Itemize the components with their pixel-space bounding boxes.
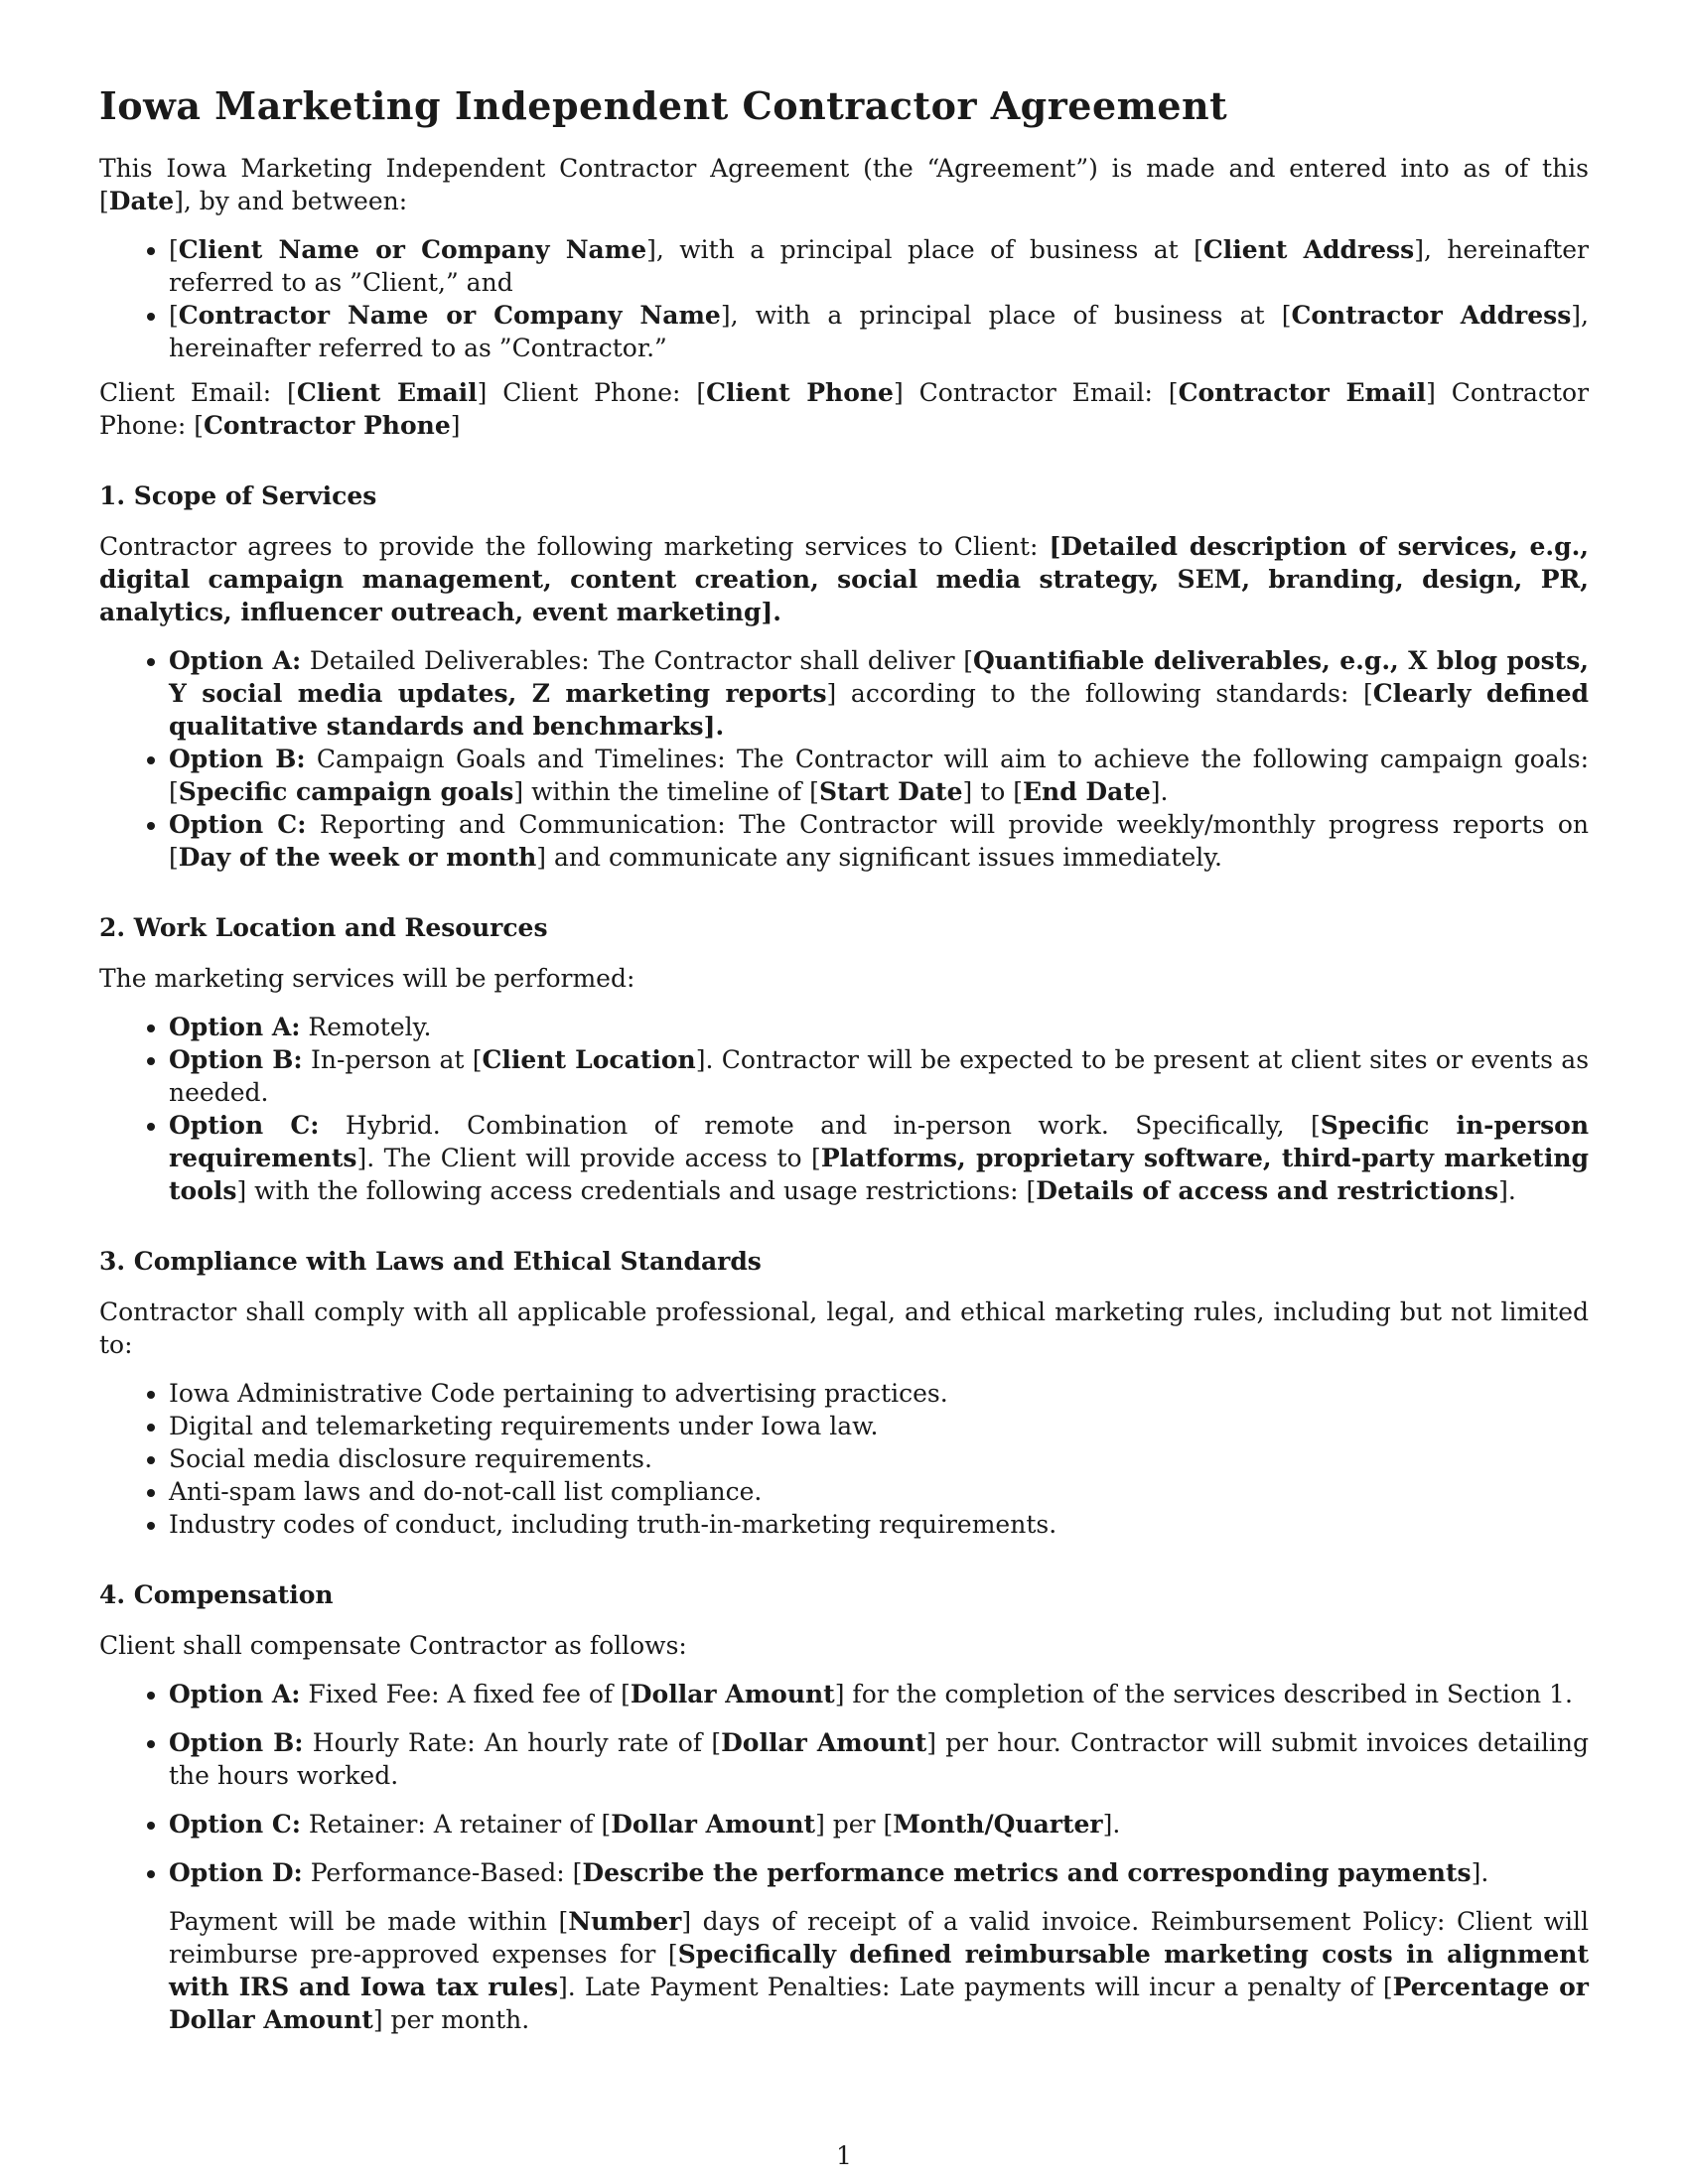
list-item: • Iowa Administrative Code pertaining to advertising practices. [169, 1377, 1589, 1410]
document-page [99, 79, 1589, 2052]
list-item: • Industry codes of conduct, including truth-in-marketing requirements. [169, 1508, 1589, 1541]
list-item: • Option C: Retainer: A retainer of [Dollar Amount] per [Month/Quarter]. [169, 1808, 1589, 1841]
list-item: • [Client Name or Company Name], with a principal place of business at [Client Address], hereinafter referred to as ”Client,” and [169, 233, 1589, 299]
page-number: 1 [836, 2141, 852, 2170]
section-heading-work-location: 2. Work Location and Resources [99, 913, 548, 942]
list-item: • [Contractor Name or Company Name], with a principal place of business at [Contractor Address], hereinafter referred to as ”Contractor.” [169, 299, 1589, 364]
contact-paragraph: Client Email: [Client Email] Client Phone: [Client Phone] Contractor Email: [Contractor Email] Contractor Phone: [Contractor Phone] [99, 378, 1590, 440]
compensation-paragraph: Client shall compensate Contractor as follows: [99, 1631, 687, 1660]
list-item: • Option A: Fixed Fee: A fixed fee of [Dollar Amount] for the completion of the services described in Section 1. [169, 1678, 1589, 1710]
section-heading-compliance: 3. Compliance with Laws and Ethical Standards [99, 1247, 762, 1276]
list-item: • Option C: Reporting and Communication: The Contractor will provide weekly/monthly progress reports on [Day of the week or month] and communicate any significant issues immediately. [169, 808, 1589, 874]
work-location-options-list [99, 1011, 1589, 1207]
compliance-paragraph: Contractor shall comply with all applicable professional, legal, and ethical marketing rules, including but not limited to: [99, 1297, 1589, 1359]
document-title: Iowa Marketing Independent Contractor Agreement [99, 83, 1228, 128]
scope-paragraph: Contractor agrees to provide the following marketing services to Client: [Detailed description of services, e.g., digital campaign management, content creation, social media strategy, SEM, branding, design, PR, analytics, influencer outreach, event marketing]. [99, 532, 1590, 626]
list-item: • Anti-spam laws and do-not-call list compliance. [169, 1475, 1589, 1508]
section-heading-scope: 1. Scope of Services [99, 481, 377, 510]
scope-options-list [99, 644, 1589, 874]
parties-list [99, 233, 1589, 364]
date-placeholder: Date [108, 187, 175, 215]
list-item: • Option B: In-person at [Client Location]. Contractor will be expected to be present at client sites or events as needed. [169, 1043, 1589, 1109]
list-item: • Option B: Hourly Rate: An hourly rate of [Dollar Amount] per hour. Contractor will submit invoices detailing the hours worked. [169, 1726, 1589, 1792]
compensation-options-list [99, 1678, 1589, 1889]
work-location-paragraph: The marketing services will be performed: [99, 964, 635, 993]
intro-paragraph: This Iowa Marketing Independent Contractor Agreement (the “Agreement”) is made and entered into as of this [Date], by and between: [99, 154, 1589, 215]
section-heading-compensation: 4. Compensation [99, 1580, 334, 1609]
list-item: • Digital and telemarketing requirements under Iowa law. [169, 1410, 1589, 1442]
list-item: • Option A: Remotely. [169, 1011, 1589, 1043]
list-item: • Option B: Campaign Goals and Timelines: The Contractor will aim to achieve the following campaign goals: [Specific campaign goals] within the timeline of [Start Date] to [End Date]. [169, 743, 1589, 808]
list-item: • Option A: Detailed Deliverables: The Contractor shall deliver [Quantifiable deliverables, e.g., X blog posts, Y social media updates, Z marketing reports] according to the following standards: [Clearly defined qualitative standards and benchmarks]. [169, 644, 1589, 743]
payment-terms-paragraph: Payment will be made within [Number] days of receipt of a valid invoice. Reimbursement Policy: Client will reimburse pre-approved expenses for [Specifically defined reimbursable marketing costs in alignment with IRS and Iowa tax rules]. Late Payment Penalties: Late payments will incur a penalty of [Percentage or Dollar Amount] per month. [169, 1907, 1589, 2034]
list-item: • Option D: Performance-Based: [Describe the performance metrics and corresponding payments]. [169, 1856, 1589, 1889]
list-item: • Social media disclosure requirements. [169, 1442, 1589, 1475]
list-item: • Option C: Hybrid. Combination of remote and in-person work. Specifically, [Specific in-person requirements]. The Client will provide access to [Platforms, proprietary software, third-party marketing tools] with the following access credentials and usage restrictions: [Details of access and restrictions]. [169, 1109, 1589, 1207]
compliance-list [99, 1377, 1589, 1541]
